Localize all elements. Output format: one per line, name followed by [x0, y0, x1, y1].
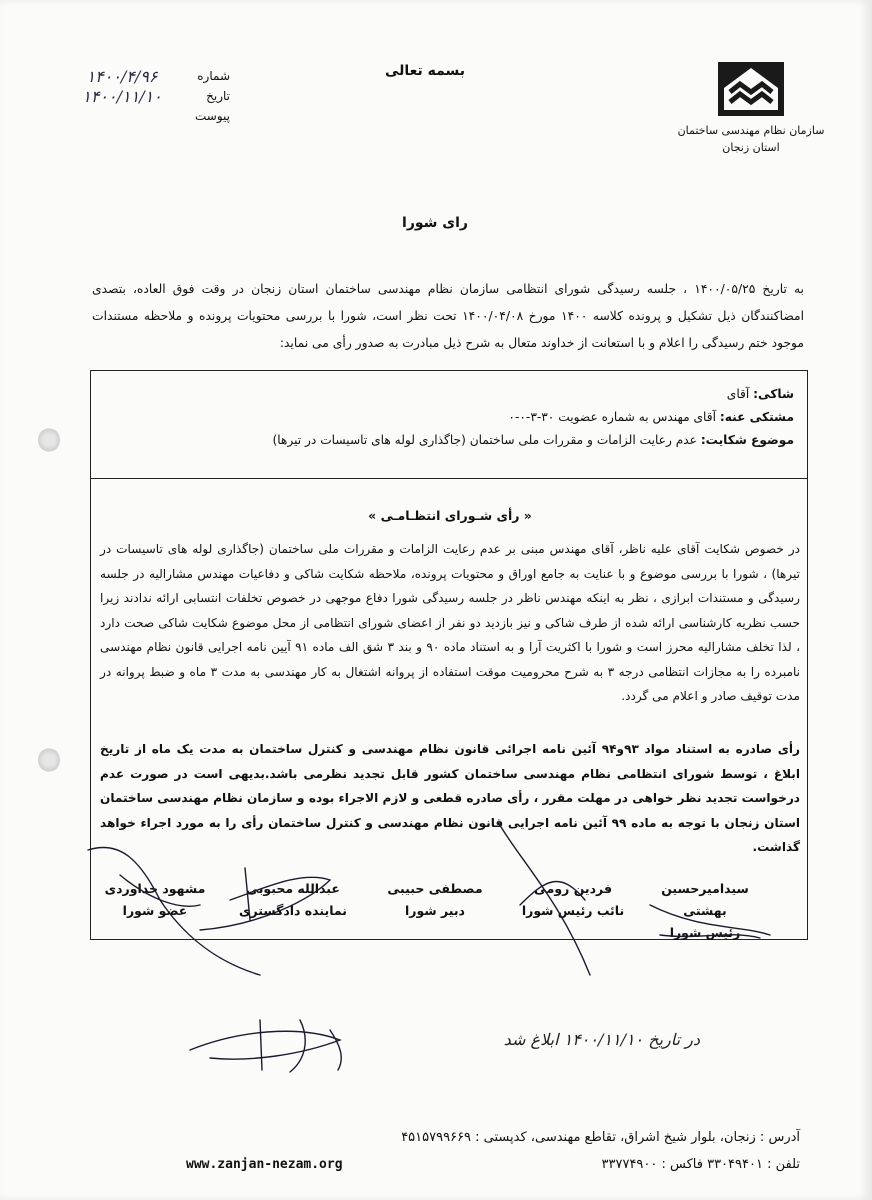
handwritten-signature-bottom: [190, 1020, 341, 1072]
signatory: [640, 878, 770, 944]
org-logo-block: [676, 60, 826, 154]
verdict-heading: « رأی شـورای انتظـامـی »: [368, 508, 532, 523]
intro-paragraph: به تاریخ ۱۴۰۰/۰۵/۲۵ ، جلسه رسیدگی شورای انتظامی سازمان نظام مهندسی ساختمان استان زنجان در وقت فوق العاده، بتصدی امضاکنندگان ذیل تشکیل و پرونده کلاسه ۱۴۰۰ مورخ ۱۴۰۰/۰۴/۰۸ تحت نظر است، شورا با بررسی محتویات پرونده و ملاحظه مستندات موجود ختم رسیدگی را اعلام و با استعانت از خداوند متعال به شرح ذیل مبادرت به صدور رأی می نماید:: [92, 282, 804, 350]
signatory-role: رئیس شورا: [669, 925, 741, 940]
footer-website-link[interactable]: www.zanjan-nezam.org: [186, 1157, 343, 1172]
subject-line: [104, 429, 794, 452]
attachment-label: پیوست: [195, 109, 230, 123]
signatory-name: فردین رومی: [533, 881, 613, 896]
signatory-name: مشهود خداوردی: [104, 881, 206, 896]
verdict-paragraph: در خصوص شکایت آقای علیه ناظر، آقای مهندس مبنی بر عدم رعایت الزامات و مقررات ملی ساختمان (جاگذاری لوله های تاسیسات در تیرها) ، شورا با بررسی موضوع و با عنایت به جامع اوراق و محتویات پرونده، ملاحظه شکایت شاکی و دفاعیات مهندس مشارالیه در جلسه رسیدگی و مستندات ابرازی ، نظر به اینکه مهندس ناظر در جلسه رسیدگی شورا دفاع موجهی در خصوص تخلفات انتسابی ارائه ندادند زیرا حسب نظریه کارشناسی ارائه شده از طرف شاکی و نیز بازدید دو نفر از اعضای شورای انتظامی از محل موضوع شکایت شاکی صحت دارد ، لذا تخلف مشارالیه محرز است و شورا با اکثریت آرا و به استناد ماده ۹۰ و بند ۳ شق الف ماده ۹۱ آیین نامه اجرایی قانون نظام مهندسی نامبرده را به مجازات انتظامی درجه ۳ به شرح محرومیت موقت استفاده از پروانه اشتغال به کار مهندسی به مدت ۳ ماه و ضبط پروانه در مدت توقیف صادر و اعلام می گردد.: [100, 542, 801, 703]
signatory: [508, 878, 638, 922]
complainant-line: [104, 383, 794, 406]
date-label: تاریخ: [206, 89, 230, 103]
signatory: [370, 878, 500, 922]
letter-meta: [60, 66, 230, 126]
punch-hole-bottom: [38, 748, 60, 772]
org-logo-icon: [716, 60, 786, 118]
signatory-role: نماینده دادگستری: [239, 903, 347, 918]
org-name: سازمان نظام مهندسی ساختمان: [677, 124, 825, 137]
signatory: [228, 878, 358, 922]
punch-hole-top: [38, 428, 60, 452]
signatory: [90, 878, 220, 922]
signatory-role: عضو شورا: [122, 903, 188, 918]
accused-line: [104, 406, 794, 429]
number-row: [60, 66, 230, 86]
handwritten-notification-note: در تاریخ ۱۴۰۰/۱۱/۱۰ ابلاغ شد: [503, 1030, 700, 1049]
date-row: [60, 86, 230, 106]
number-label: شماره: [197, 69, 230, 83]
accused-value: آقای مهندس به شماره عضویت ۳۰-۳-۰-۰: [508, 410, 716, 424]
complainant-value: آقای: [726, 387, 750, 401]
footer-phone-fax: تلفن : ۳۳۰۴۹۴۰۱ فاکس : ۳۳۷۷۴۹۰۰: [601, 1157, 800, 1172]
subject-label: موضوع شکایت:: [700, 433, 794, 447]
signatory-name: مصطفی حبیبی: [387, 881, 483, 896]
signatory-name: عبدالله محبوبی: [246, 881, 340, 896]
ruling-box-divider: [90, 478, 808, 479]
complainant-label: شاکی:: [753, 387, 794, 401]
bismillah-heading: بسمه تعالی: [384, 63, 466, 79]
footer-address: آدرس : زنجان، بلوار شیخ اشراق، تقاطع مهندسی، کدپستی : ۴۵۱۵۷۹۹۶۶۹: [401, 1130, 800, 1145]
parties-section: [104, 383, 794, 452]
document-title: رای شورا: [402, 215, 468, 231]
signatory-name: سیدامیرحسین بهشتی: [661, 881, 749, 918]
accused-label: مشتکی عنه:: [719, 410, 794, 424]
org-province: استان زنجان: [722, 141, 780, 154]
signatory-role: دبیر شورا: [405, 903, 465, 918]
signatory-role: نائب رئیس شورا: [521, 903, 625, 918]
number-value: ۱۴۰۰/۴/۹۶: [86, 66, 158, 86]
date-value: ۱۴۰۰/۱۱/۱۰: [82, 86, 162, 106]
subject-value: عدم رعایت الزامات و مقررات ملی ساختمان (جاگذاری لوله های تاسیسات در تیرها): [272, 433, 697, 447]
appeal-ruling-paragraph: رأی صادره به استناد مواد ۹۳و۹۴ آئین نامه اجرائی قانون نظام مهندسی و کنترل ساختمان به مدت یک ماه از تاریخ ابلاغ ، توسط شورای انتظامی نظام مهندسی ساختمان کشور قابل تجدید نظرمی باشد.بدیهی است در صورت عدم درخواست تجدید نظر خواهی در مهلت مقرر ، رأی صادره قطعی و لازم الاجراء بوده و سازمان نظام مهندسی ساختمان استان زنجان با توجه به ماده ۹۹ آئین نامه اجرایی قانون نظام مهندسی و کنترل ساختمان رأی را به مورد اجراء خواهد گذاشت.: [100, 742, 800, 854]
attachment-row: [60, 106, 230, 126]
